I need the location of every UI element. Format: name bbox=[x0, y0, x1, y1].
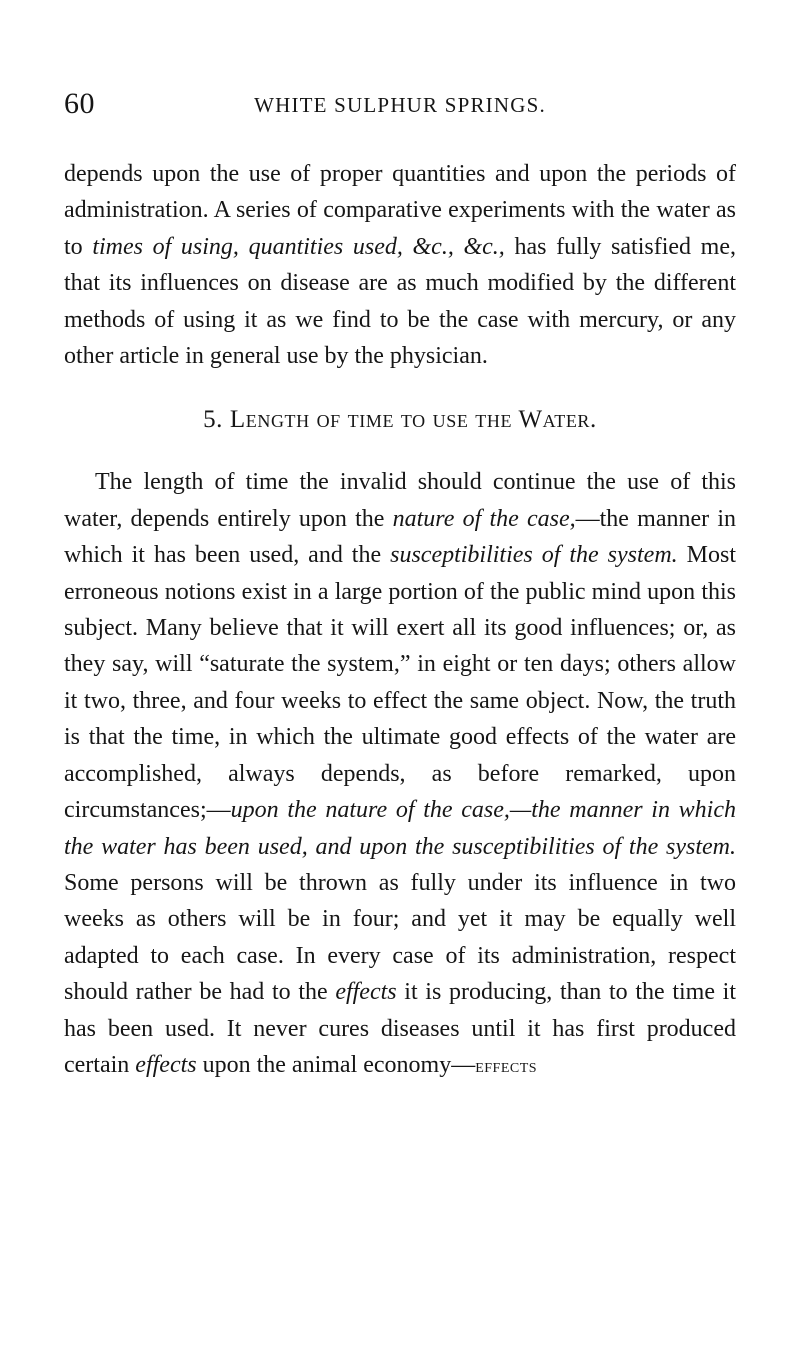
italic-run: susceptibilities of the system. bbox=[390, 542, 678, 569]
paragraph-continued bbox=[64, 156, 736, 374]
running-title: WHITE SULPHUR SPRINGS. bbox=[254, 93, 546, 117]
paragraph-length-of-time bbox=[64, 464, 736, 1084]
section-heading: 5. Length of time to use the Water. bbox=[203, 406, 597, 434]
italic-run: effects bbox=[335, 979, 397, 1006]
text-run: has fully satisfied me, that its influences on disease are as much modified by the different methods of using it as we find to be the case with mercury, or any other article in general use by the physician. bbox=[64, 233, 737, 370]
book-page bbox=[64, 86, 736, 1084]
text-run: The length of time the invalid should continue the use of this water, depends entirely upon the bbox=[64, 469, 736, 532]
page-number: 60 bbox=[64, 87, 95, 120]
text-run: depends upon the use of proper quantities and upon the periods of administration. A series of comparative experiments with the water as to bbox=[64, 161, 736, 260]
small-caps-run: effects bbox=[475, 1054, 538, 1077]
italic-run: times of using, quantities used, &c., &c., bbox=[92, 233, 505, 260]
italic-run: effects bbox=[135, 1051, 197, 1078]
italic-run: upon the nature of the case,—the manner in which the water has been used, and upon the susceptibilities of the system. bbox=[64, 797, 736, 860]
running-head bbox=[64, 86, 736, 126]
italic-run: nature of the case, bbox=[392, 505, 576, 532]
text-run: Most erroneous notions exist in a large portion of the public mind upon this subject. Many believe that it will exert all its good influences; or, as they say, will “saturate the system,” in eight or ten days; others allow it two, three, and four weeks to effect the same object. Now, the truth is that the time, in which the ultimate good effects of the water are accomplished, always depends, as before remarked, upon circumstances;— bbox=[64, 542, 736, 824]
text-run: upon the animal economy— bbox=[196, 1051, 476, 1078]
text-run: it is producing, than to the time it has been used. It never cures diseases until it has first produced certain bbox=[64, 979, 736, 1078]
text-run: —the manner in which it has been used, and the bbox=[64, 505, 736, 569]
text-run: Some persons will be thrown as fully under its influence in two weeks as others will be in four; and yet it may be equally well adapted to each case. In every case of its administration, respect should rather be had to the bbox=[64, 869, 736, 1006]
